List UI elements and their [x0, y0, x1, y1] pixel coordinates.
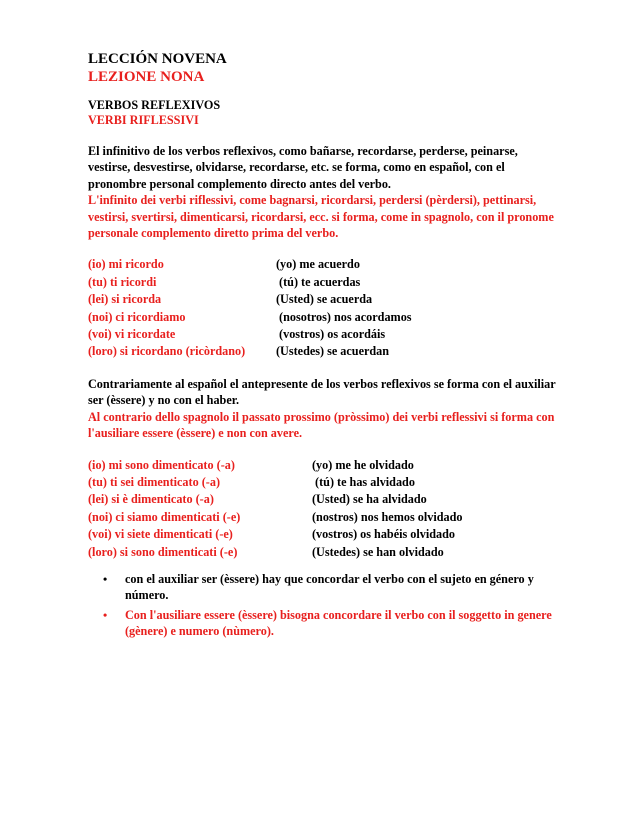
table-row: [88, 544, 558, 561]
bullet-text-italian: Con l'ausiliare essere (èssere) bisogna concordare il verbo con il soggetto in genere (gènere) e numero (nùmero).: [125, 607, 552, 639]
table-row: [88, 491, 558, 508]
italian-form: (io) mi ricordo: [88, 257, 164, 272]
title-italian: LEZIONE NONA: [88, 69, 205, 85]
table-row: [88, 526, 558, 543]
spanish-form: (nosotros) nos acordamos: [276, 309, 412, 324]
italian-form: (noi) ci ricordiamo: [88, 309, 186, 324]
spanish-form: (Usted) se ha alvidado: [312, 492, 427, 507]
list-item: [88, 607, 558, 640]
intro-spanish: El infinitivo de los verbos reflexivos, como bañarse, recordarse, perderse, peinarse, vestirse, desvestirse, olvidarse, recordarse, etc. se forma, como en español, con el pronombre personal complemento directo antes del verbo.: [88, 144, 518, 191]
table-row: [88, 256, 558, 273]
document-page: [88, 50, 558, 643]
bullet-text-spanish: con el auxiliar ser (èssere) hay que concordar el verbo con el sujeto en género y número.: [125, 571, 534, 603]
spanish-form: (yo) me acuerdo: [276, 257, 360, 272]
table-row: [88, 343, 558, 360]
table-row: [88, 274, 558, 291]
subtitle-italian: VERBI RIFLESSIVI: [88, 113, 199, 127]
spanish-form: (Usted) se acuerda: [276, 292, 373, 307]
bullet-icon: •: [103, 571, 108, 586]
spanish-form: (Ustedes) se acuerdan: [276, 344, 390, 359]
italian-form: (tu) ti ricordi: [88, 274, 157, 289]
subtitle-spanish: VERBOS REFLEXIVOS: [88, 98, 221, 112]
list-item: [88, 571, 558, 604]
spanish-form: (tú) te acuerdas: [276, 274, 361, 289]
past-conjugation-table: [88, 457, 558, 561]
table-row: [88, 309, 558, 326]
italian-form: (io) mi sono dimenticato (-a): [88, 457, 235, 472]
italian-form: (lei) si ricorda: [88, 292, 162, 307]
italian-form: (loro) si ricordano (ricòrdano): [88, 344, 246, 359]
italian-form: (noi) ci siamo dimenticati (-e): [88, 509, 241, 524]
italian-form: (loro) si sono dimenticati (-e): [88, 544, 238, 559]
table-row: [88, 326, 558, 343]
spanish-form: (tú) te has alvidado: [312, 474, 415, 489]
contrast-italian: Al contrario dello spagnolo il passato prossimo (pròssimo) dei verbi reflessivi si forma con l'ausiliare essere (èssere) e non con avere.: [88, 409, 555, 441]
spanish-form: (yo) me he olvidado: [312, 457, 414, 472]
bullet-icon: •: [103, 607, 108, 622]
contrast-spanish: Contrariamente al español el antepresente de los verbos reflexivos se forma con el auxiliar ser (èssere) y no con el haber.: [88, 376, 556, 408]
table-row: [88, 457, 558, 474]
table-row: [88, 291, 558, 308]
title-spanish: LECCIÓN NOVENA: [88, 51, 227, 67]
present-conjugation-table: [88, 256, 558, 360]
italian-form: (tu) ti sei dimenticato (-a): [88, 474, 220, 489]
bullet-list: [88, 571, 558, 640]
italian-form: (voi) vi siete dimenticati (-e): [88, 527, 233, 542]
italian-form: (voi) vi ricordate: [88, 327, 176, 342]
spanish-form: (Ustedes) se han olvidado: [312, 544, 444, 559]
italian-form: (lei) si è dimenticato (-a): [88, 492, 214, 507]
intro-italian: L'infinito dei verbi riflessivi, come bagnarsi, ricordarsi, perdersi (pèrdersi), pettinarsi, vestirsi, svertirsi, dimenticarsi, ricordarsi, ecc. si forma, come in spagnolo, con il pronome personale complemento diretto prima del verbo.: [88, 193, 554, 241]
spanish-form: (vostros) os habéis olvidado: [312, 527, 456, 542]
spanish-form: (vostros) os acordáis: [276, 327, 386, 342]
spanish-form: (nostros) nos hemos olvidado: [312, 509, 463, 524]
table-row: [88, 474, 558, 491]
table-row: [88, 509, 558, 526]
